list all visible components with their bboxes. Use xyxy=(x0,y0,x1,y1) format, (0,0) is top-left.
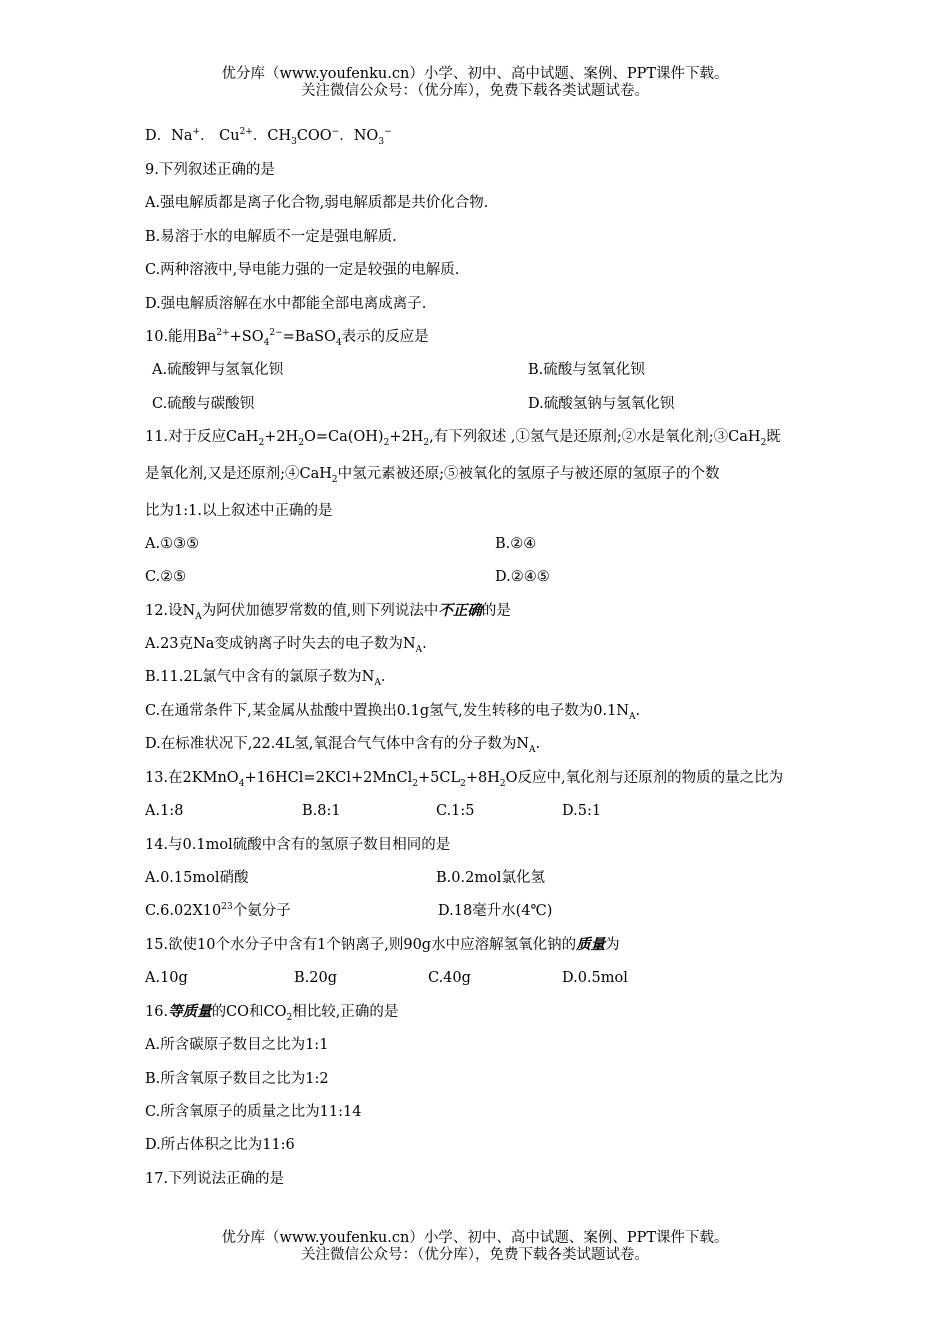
q15-stem: 15.欲使10个水分子中含有1个钠离子,则90g水中应溶解氢氧化钠的质量为 xyxy=(145,936,620,953)
q13-option-c: C.1:5 xyxy=(436,803,475,819)
q11-stem-line-2: 是氧化剂,又是还原剂;④CaH$_2$中氢元素被还原;⑤被氧化的氢原子与被还原的氢原子的个数 xyxy=(145,466,720,485)
q16-stem: 16.等质量的CO和$CO_2$相比较,正确的是 xyxy=(145,1003,399,1023)
q14-option-d: D.18毫升水(4℃) xyxy=(438,903,553,919)
q9-option-b: B.易溶于水的电解质不一定是强电解质. xyxy=(145,229,397,245)
page-header xyxy=(0,66,950,100)
q15-option-c: C.40g xyxy=(428,970,471,986)
q16-option-a: A.所含碳原子数目之比为1:1 xyxy=(145,1037,329,1053)
page-footer xyxy=(0,1230,950,1264)
q12-option-a: A.23克Na变成钠离子时失去的电子数为$N_A$. xyxy=(145,636,427,655)
header-line-1: 优分库（www.youfenku.cn）小学、初中、高中试题、案例、PPT课件下载。 xyxy=(221,66,729,82)
q9-option-c: C.两种溶液中,导电能力强的一定是较强的电解质. xyxy=(145,262,460,278)
q17-stem: 17.下列说法正确的是 xyxy=(145,1171,285,1187)
q14-stem: 14.与0.1mol硫酸中含有的氢原子数目相同的是 xyxy=(145,837,451,853)
footer-line-2: 关注微信公众号：（优分库），免费下载各类试题试卷。 xyxy=(301,1247,649,1263)
q15-option-b: B.20g xyxy=(294,970,337,986)
q12-option-b: B.11.2L氯气中含有的氯原子数为$N_A$. xyxy=(145,669,386,688)
q12-stem: 12.设$N_A$为阿伏加德罗常数的值,则下列说法中不正确的是 xyxy=(145,602,511,622)
q10-option-b: B.硫酸与氢氧化钡 xyxy=(528,362,645,378)
q15-option-a: A.10g xyxy=(145,970,188,986)
q11-stem-line-1: 11.对于反应$CaH_2+2H_2O=Ca(OH)_2+2H_2$,有下列叙述 ,①氢气是还原剂;②水是氧化剂;③CaH$_2$既 xyxy=(145,429,781,448)
header-line-2: 关注微信公众号：（优分库），免费下载各类试题试卷。 xyxy=(301,83,649,99)
q11-option-d: D.②④⑤ xyxy=(495,569,550,585)
q13-option-d: D.5:1 xyxy=(562,803,602,819)
q13-option-b: B.8:1 xyxy=(302,803,341,819)
q12-option-c: C.在通常条件下,某金属从盐酸中置换出0.1g氢气,发生转移的电子数为$0.1N_A$. xyxy=(145,703,641,722)
q10-stem: 10.能用$Ba^{2+}+SO_4^{2-}=BaSO_4$表示的反应是 xyxy=(145,328,429,348)
q14-option-a: A.0.15mol硝酸 xyxy=(145,870,249,886)
q10-option-d: D.硫酸氢钠与氢氧化钡 xyxy=(528,396,675,412)
q8-option-d: D．Na+． $Cu^{2+}$．$CH_3COO^-$．$NO_3^-$ xyxy=(145,127,392,147)
q12-option-d: D.在标准状况下,22.4L氢,氧混合气气体中含有的分子数为$N_A$. xyxy=(145,736,541,755)
q10-option-c: C.硫酸与碳酸钡 xyxy=(152,396,255,412)
q9-stem: 9.下列叙述正确的是 xyxy=(145,162,275,178)
q11-stem-line-3: 比为1:1.以上叙述中正确的是 xyxy=(145,503,333,519)
q16-option-d: D.所占体积之比为11:6 xyxy=(145,1137,295,1153)
q16-option-c: C.所含氧原子的质量之比为11:14 xyxy=(145,1104,362,1120)
q14-option-c: $C.6.02X10^{23}$个氨分子 xyxy=(145,902,291,919)
q14-option-b: B.0.2mol氯化氢 xyxy=(436,870,545,886)
q9-option-d: D.强电解质溶解在水中都能全部电离成离子. xyxy=(145,296,427,312)
q13-stem: 13.在$2KMnO_4+16HCl=2KCl+2MnCl_2+5CL_2+8H_2O$反应中,氧化剂与还原剂的物质的量之比为 xyxy=(145,770,784,789)
q11-option-c: C.②⑤ xyxy=(145,569,187,585)
footer-line-1: 优分库（www.youfenku.cn）小学、初中、高中试题、案例、PPT课件下载。 xyxy=(221,1230,729,1246)
q10-option-a: A.硫酸钾与氢氧化钡 xyxy=(152,362,284,378)
q16-option-b: B.所含氧原子数目之比为1:2 xyxy=(145,1071,329,1087)
q11-option-b: B.②④ xyxy=(495,536,537,552)
q15-option-d: D.0.5mol xyxy=(562,970,628,986)
q13-option-a: A.1:8 xyxy=(145,803,184,819)
q11-option-a: A.①③⑤ xyxy=(145,536,200,552)
q9-option-a: A.强电解质都是离子化合物,弱电解质都是共价化合物. xyxy=(145,195,489,211)
